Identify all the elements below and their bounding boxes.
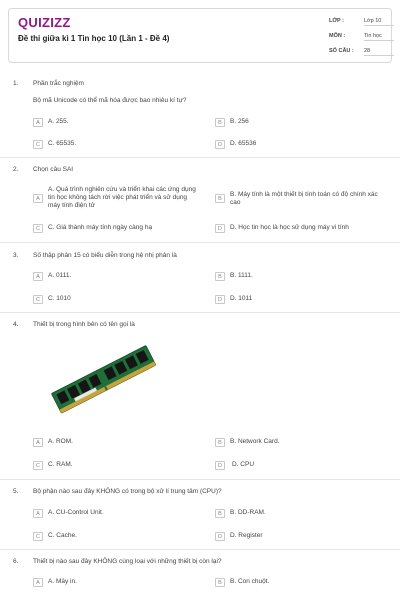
option-text: C. 65535. <box>48 140 77 147</box>
option-a[interactable] <box>33 438 73 447</box>
option-a[interactable] <box>33 578 77 587</box>
option-text: B. Network Card. <box>230 438 280 445</box>
option-letter: B <box>215 438 225 447</box>
option-b[interactable] <box>215 191 380 207</box>
option-text: D. CPU <box>232 461 255 468</box>
option-letter: A <box>33 438 43 447</box>
option-text: B. 256 <box>230 118 249 125</box>
question-text: Số thập phân 15 có biểu diễn trong hệ nhị phân là <box>33 252 177 259</box>
question-divider <box>0 157 400 158</box>
option-letter: A <box>33 578 43 587</box>
question-number: 2. <box>13 166 19 173</box>
question-number: 4. <box>13 321 19 328</box>
option-a[interactable] <box>33 118 69 127</box>
option-text: D. 1011 <box>230 295 253 302</box>
count-value: 28 <box>364 48 394 56</box>
option-text: C. RAM. <box>48 461 73 468</box>
option-a[interactable] <box>33 509 104 518</box>
option-text: A. Quá trình nghiên cứu và triển khai các ứng dụng tin học không tách rời việc phát triển và sử dụng máy tính điện tử <box>48 186 196 209</box>
option-a[interactable] <box>33 272 71 281</box>
option-letter: C <box>33 224 43 233</box>
subject-value: Tin học <box>364 33 394 41</box>
option-letter: C <box>33 461 43 470</box>
question-text: Thiết bị trong hình bên có tên gọi là <box>33 321 135 328</box>
option-a[interactable] <box>33 186 198 210</box>
option-b[interactable] <box>215 438 280 447</box>
option-c[interactable] <box>33 140 76 149</box>
option-c[interactable] <box>33 224 152 233</box>
test-title: Đề thi giữa kì 1 Tin học 10 (Lần 1 - Đề 4) <box>18 34 170 43</box>
option-b[interactable] <box>215 578 269 587</box>
option-letter: D <box>215 295 225 304</box>
option-text: C. 1010 <box>48 295 71 302</box>
question-number: 3. <box>13 252 19 259</box>
option-text: C. Giá thành máy tính ngày càng hạ <box>48 224 153 231</box>
option-text: B. Con chuột. <box>230 578 270 585</box>
option-text: A. 0111. <box>48 272 72 279</box>
option-letter: C <box>33 295 43 304</box>
question-divider <box>0 549 400 550</box>
option-d[interactable] <box>215 295 252 304</box>
option-letter: B <box>215 578 225 587</box>
option-letter: A <box>33 118 43 127</box>
option-b[interactable] <box>215 118 249 127</box>
option-letter: B <box>215 118 225 127</box>
question-text: Bộ mã Unicode có thể mã hóa được bao nhiêu kí tự? <box>33 97 187 104</box>
option-text: C. Cache. <box>48 532 77 539</box>
quizizz-logo: QUIZIZZ <box>18 15 71 30</box>
option-text: D. Học tin học là học sử dụng máy vi tính <box>230 224 349 231</box>
option-c[interactable] <box>33 295 71 304</box>
option-letter: D <box>215 224 225 233</box>
option-d[interactable] <box>215 224 349 233</box>
ram-module-image <box>50 340 160 425</box>
option-letter: B <box>215 509 225 518</box>
option-letter: C <box>33 532 43 541</box>
option-text: D. Register <box>230 532 263 539</box>
option-text: A. ROM. <box>48 438 73 445</box>
option-b[interactable] <box>215 509 266 518</box>
option-text: A. CU-Control Unit. <box>48 509 104 516</box>
question-divider <box>0 479 400 480</box>
option-letter: D <box>215 140 225 149</box>
option-text: A. 255. <box>48 118 69 125</box>
option-b[interactable] <box>215 272 253 281</box>
section-title: Phần trắc nghiệm <box>33 80 84 87</box>
question-number: 6. <box>13 558 19 565</box>
class-label: LỚP : <box>329 18 344 24</box>
count-label: SỐ CÂU : <box>329 48 354 54</box>
question-divider <box>0 242 400 243</box>
option-d[interactable] <box>215 461 254 470</box>
option-text: A. Máy in. <box>48 578 77 585</box>
option-letter: D <box>215 532 225 541</box>
option-c[interactable] <box>33 532 77 541</box>
option-letter: B <box>215 272 225 281</box>
option-text: B. 1111. <box>230 272 253 279</box>
class-value: Lớp 10 <box>364 18 394 26</box>
question-number: 5. <box>13 488 19 495</box>
option-text: D. 65536 <box>230 140 257 147</box>
option-letter: D <box>215 461 225 470</box>
option-text: B. DD-RAM. <box>230 509 266 516</box>
option-d[interactable] <box>215 140 256 149</box>
option-letter: A <box>33 272 43 281</box>
question-text: Thiết bị nào sau đây KHÔNG cùng loại với những thiết bị còn lại? <box>33 558 222 565</box>
option-letter: B <box>215 194 225 203</box>
question-text: Bộ phận nào sau đây KHÔNG có trong bộ xử lí trung tâm (CPU)? <box>33 488 222 495</box>
option-letter: C <box>33 140 43 149</box>
option-c[interactable] <box>33 461 73 470</box>
option-letter: A <box>33 194 43 203</box>
option-d[interactable] <box>215 532 263 541</box>
subject-label: MÔN : <box>329 33 346 39</box>
question-text: Chọn câu SAI <box>33 166 74 173</box>
option-letter: A <box>33 509 43 518</box>
worksheet-header <box>8 8 392 63</box>
question-divider <box>0 312 400 313</box>
option-text: B. Máy tính là một thiết bị tính toán có độ chính xác cao <box>230 191 378 206</box>
section-number: 1. <box>13 80 19 87</box>
